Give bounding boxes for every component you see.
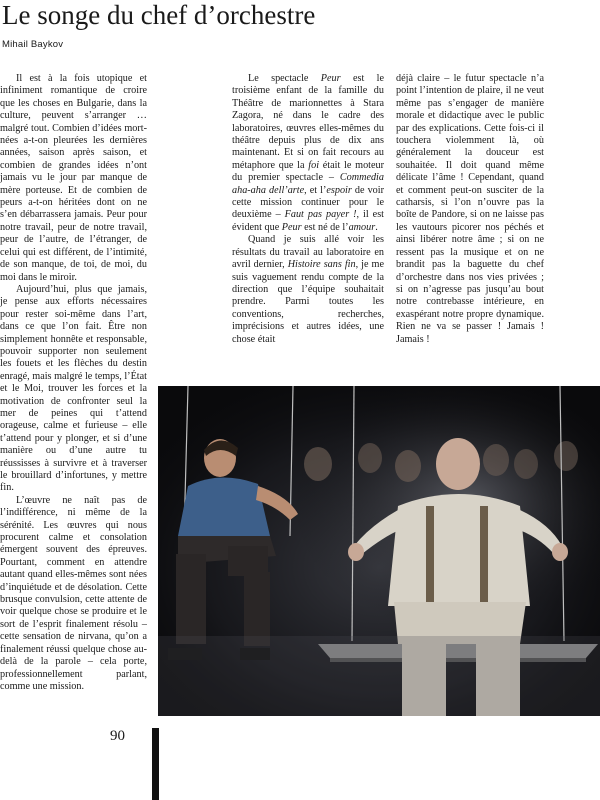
paragraph: Aujourd’hui, plus que jamais, je pense aux efforts nécessaires pour rester soi-même dans l’art, dans ce que l’on fait. Être non simplement honnête et responsable, pouvoir supporter non seulement les fouets et les flèches du destin enragé, mais malgré le temps, l’État et le Moi, trouver les forces et la motivation de confronter seul la mer de peines qui t’attend orageuse, calme et furieuse – elle t’attend pour y plonger, et si d’une manière ou d’une autre tu réussisses à survivre et à traverser le brouillard d’infortunes, y mettre fin. xyxy=(0,283,147,494)
paragraph: Le spectacle Peur est le troisième enfant de la famille du Théâtre de marionnettes à Stara Zagora, né dans le cadre des laboratoires, œuvres elles-mêmes du théâtre depuis plus de dix ans maintenant. Et si on fait recours au métaphore que la foi était le moteur du premier spectacle – Commedia aha-aha dell’arte, et l’espoir de voir cette mission continuer pour le deuxième – Faut pas payer !, il est évident que Peur est né de l’amour. xyxy=(232,73,384,233)
paragraph: Il est à la fois utopique et infiniment romantique de croire que les choses en Bulgarie, dans la culture, peuvent s’arranger … malgré tout. Combien d’idées mort-nées a-t-on pleurées les dernières années, saison après saison, et combien de grandes idées n’ont jamais vu le jour par manque de mère porteuse. Et de combien de peurs a-t-on héritées dont on ne s’en débarrassera jamais. Peur pour notre travail, peur de notre travail, peur de l’autre, de l’étranger, de celui qui est différent, de l’intimité, de son manque, de toi, de moi, du moi dans le miroir. xyxy=(0,73,147,283)
paragraph: L’œuvre ne naît pas de l’indifférence, ni même de la sérénité. Les œuvres qui nous procurent calme et consolation émergent souvent des épreuves. Pourtant, comment en attendre autant quand elles-mêmes sont nées d’inquiétude et de désolation. Cette brusque convulsion, cette attente de voir quelque chose se produire et le sort de l’esprit finalement résolu – cette sensation de nirvana, qu’on a finalement réussi quelque chose au-delà de la parole – cela porte, professionnellement parlant, comme une mission. xyxy=(0,494,147,692)
page-bar-decoration xyxy=(152,728,159,800)
paragraph: Quand je suis allé voir les résultats du travail au laboratoire en avril dernier, Histoire sans fin, je me suis vaguement rendu compte de la direction que l’équipe souhaitait prendre. Parmi toutes les conventions, recherches, imprécisions et autres idées, une chose était xyxy=(232,234,384,345)
page-number: 90 xyxy=(110,728,125,744)
performance-photo xyxy=(158,386,600,716)
text-column-1 xyxy=(0,73,147,721)
text-column-3 xyxy=(396,73,544,373)
stage-scene-illustration xyxy=(158,386,600,716)
article-author: Mihail Baykov xyxy=(2,39,64,50)
paragraph: déjà claire – le futur spectacle n’a point l’intention de plaire, il ne veut même pas s’engager de manière morale et didactique avec le public par des explications. Cette fois-ci il touchera violemment là, où généralement la douceur est souhaitée. Il doit quand même délicate l’âme ! Cependant, quand et comment peut-on susciter de la catharsis, si l’on n’ouvre pas la boîte de Pandore, si on ne laisse pas les vautours picorer nos péchés et ainsi libérer notre âme ; si on ne ressent pas la musique et on ne brandit pas la baguette du chef d’orchestre dans nos vies privées ; si on n’agresse pas jusqu’au bout notre contrebasse intérieure, en exaspérant notre propre dynamique. Rien ne va se passer ! Jamais ! Jamais ! xyxy=(396,73,544,345)
article-title: Le songe du chef d’orchestre xyxy=(2,0,316,30)
text-column-2 xyxy=(232,73,384,373)
